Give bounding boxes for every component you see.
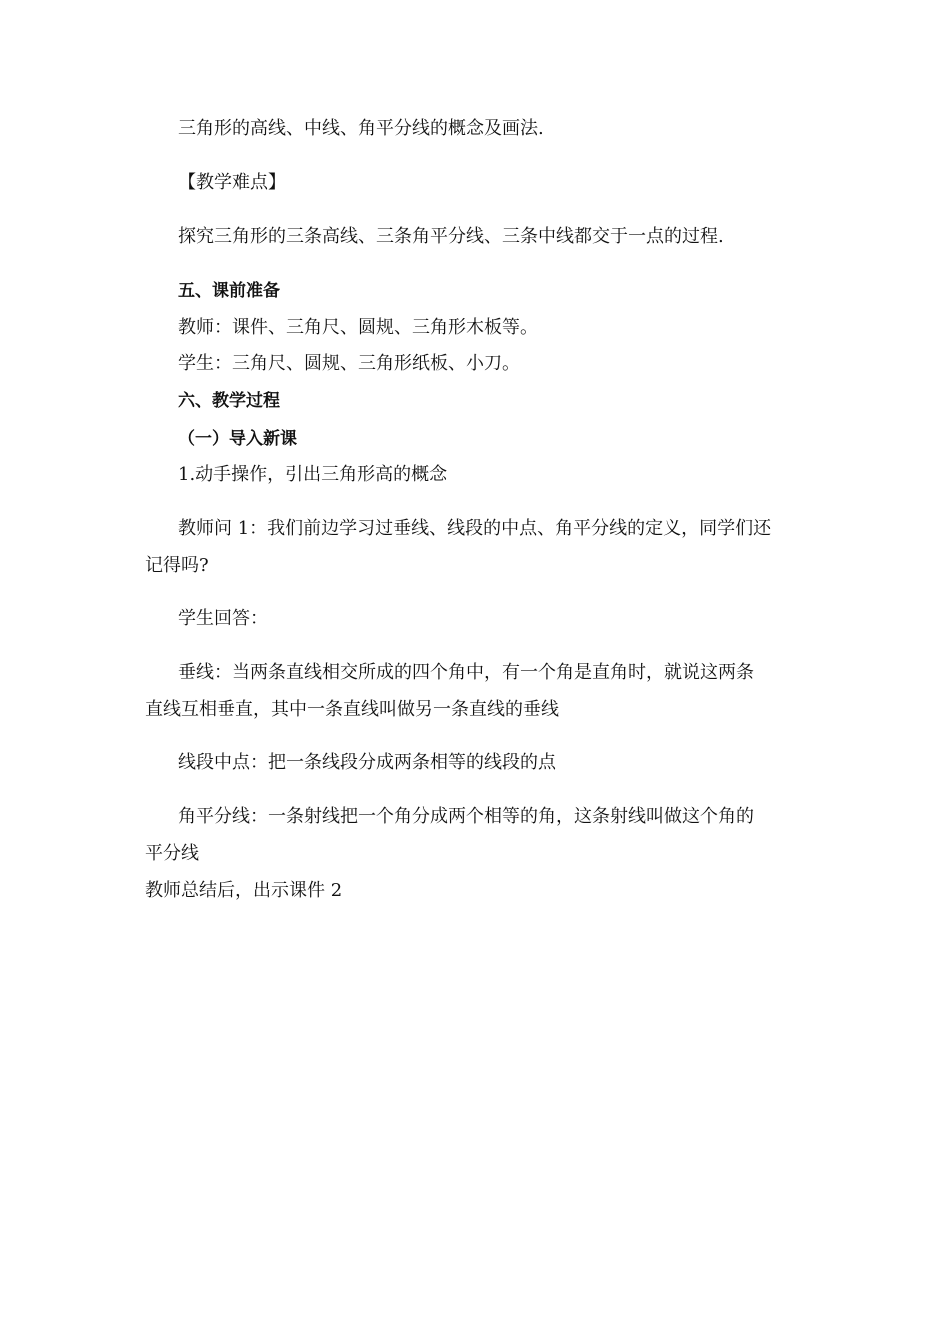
bisector-definition-line2: 平分线 — [145, 843, 199, 864]
perpendicular-definition-line1: 垂线：当两条直线相交所成的四个角中，有一个角是直角时，就说这两条 — [178, 662, 754, 683]
section6-heading: 六、教学过程 — [178, 391, 280, 411]
section6-subheading: （一）导入新课 — [178, 429, 297, 449]
key-points-text: 三角形的高线、中线、角平分线的概念及画法. — [178, 118, 544, 139]
midpoint-definition: 线段中点：把一条线段分成两条相等的线段的点 — [178, 752, 556, 773]
section5-teacher-prep: 教师：课件、三角尺、圆规、三角形木板等。 — [178, 317, 538, 338]
bisector-definition-line1: 角平分线：一条射线把一个角分成两个相等的角，这条射线叫做这个角的 — [178, 806, 754, 827]
difficulty-text: 探究三角形的三条高线、三条角平分线、三条中线都交于一点的过程. — [178, 226, 724, 247]
section5-heading: 五、课前准备 — [178, 281, 280, 301]
teacher-question-line1: 教师问 1：我们前边学习过垂线、线段的中点、角平分线的定义，同学们还 — [178, 518, 772, 539]
difficulty-heading: 【教学难点】 — [178, 172, 286, 193]
teacher-question-line2: 记得吗? — [145, 555, 209, 576]
student-answer-label: 学生回答： — [178, 608, 268, 629]
perpendicular-definition-line2: 直线互相垂直，其中一条直线叫做另一条直线的垂线 — [145, 699, 559, 720]
teacher-summary: 教师总结后，出示课件 2 — [145, 880, 343, 901]
step1-title: 1.动手操作，引出三角形高的概念 — [178, 464, 448, 485]
section5-student-prep: 学生：三角尺、圆规、三角形纸板、小刀。 — [178, 353, 520, 374]
